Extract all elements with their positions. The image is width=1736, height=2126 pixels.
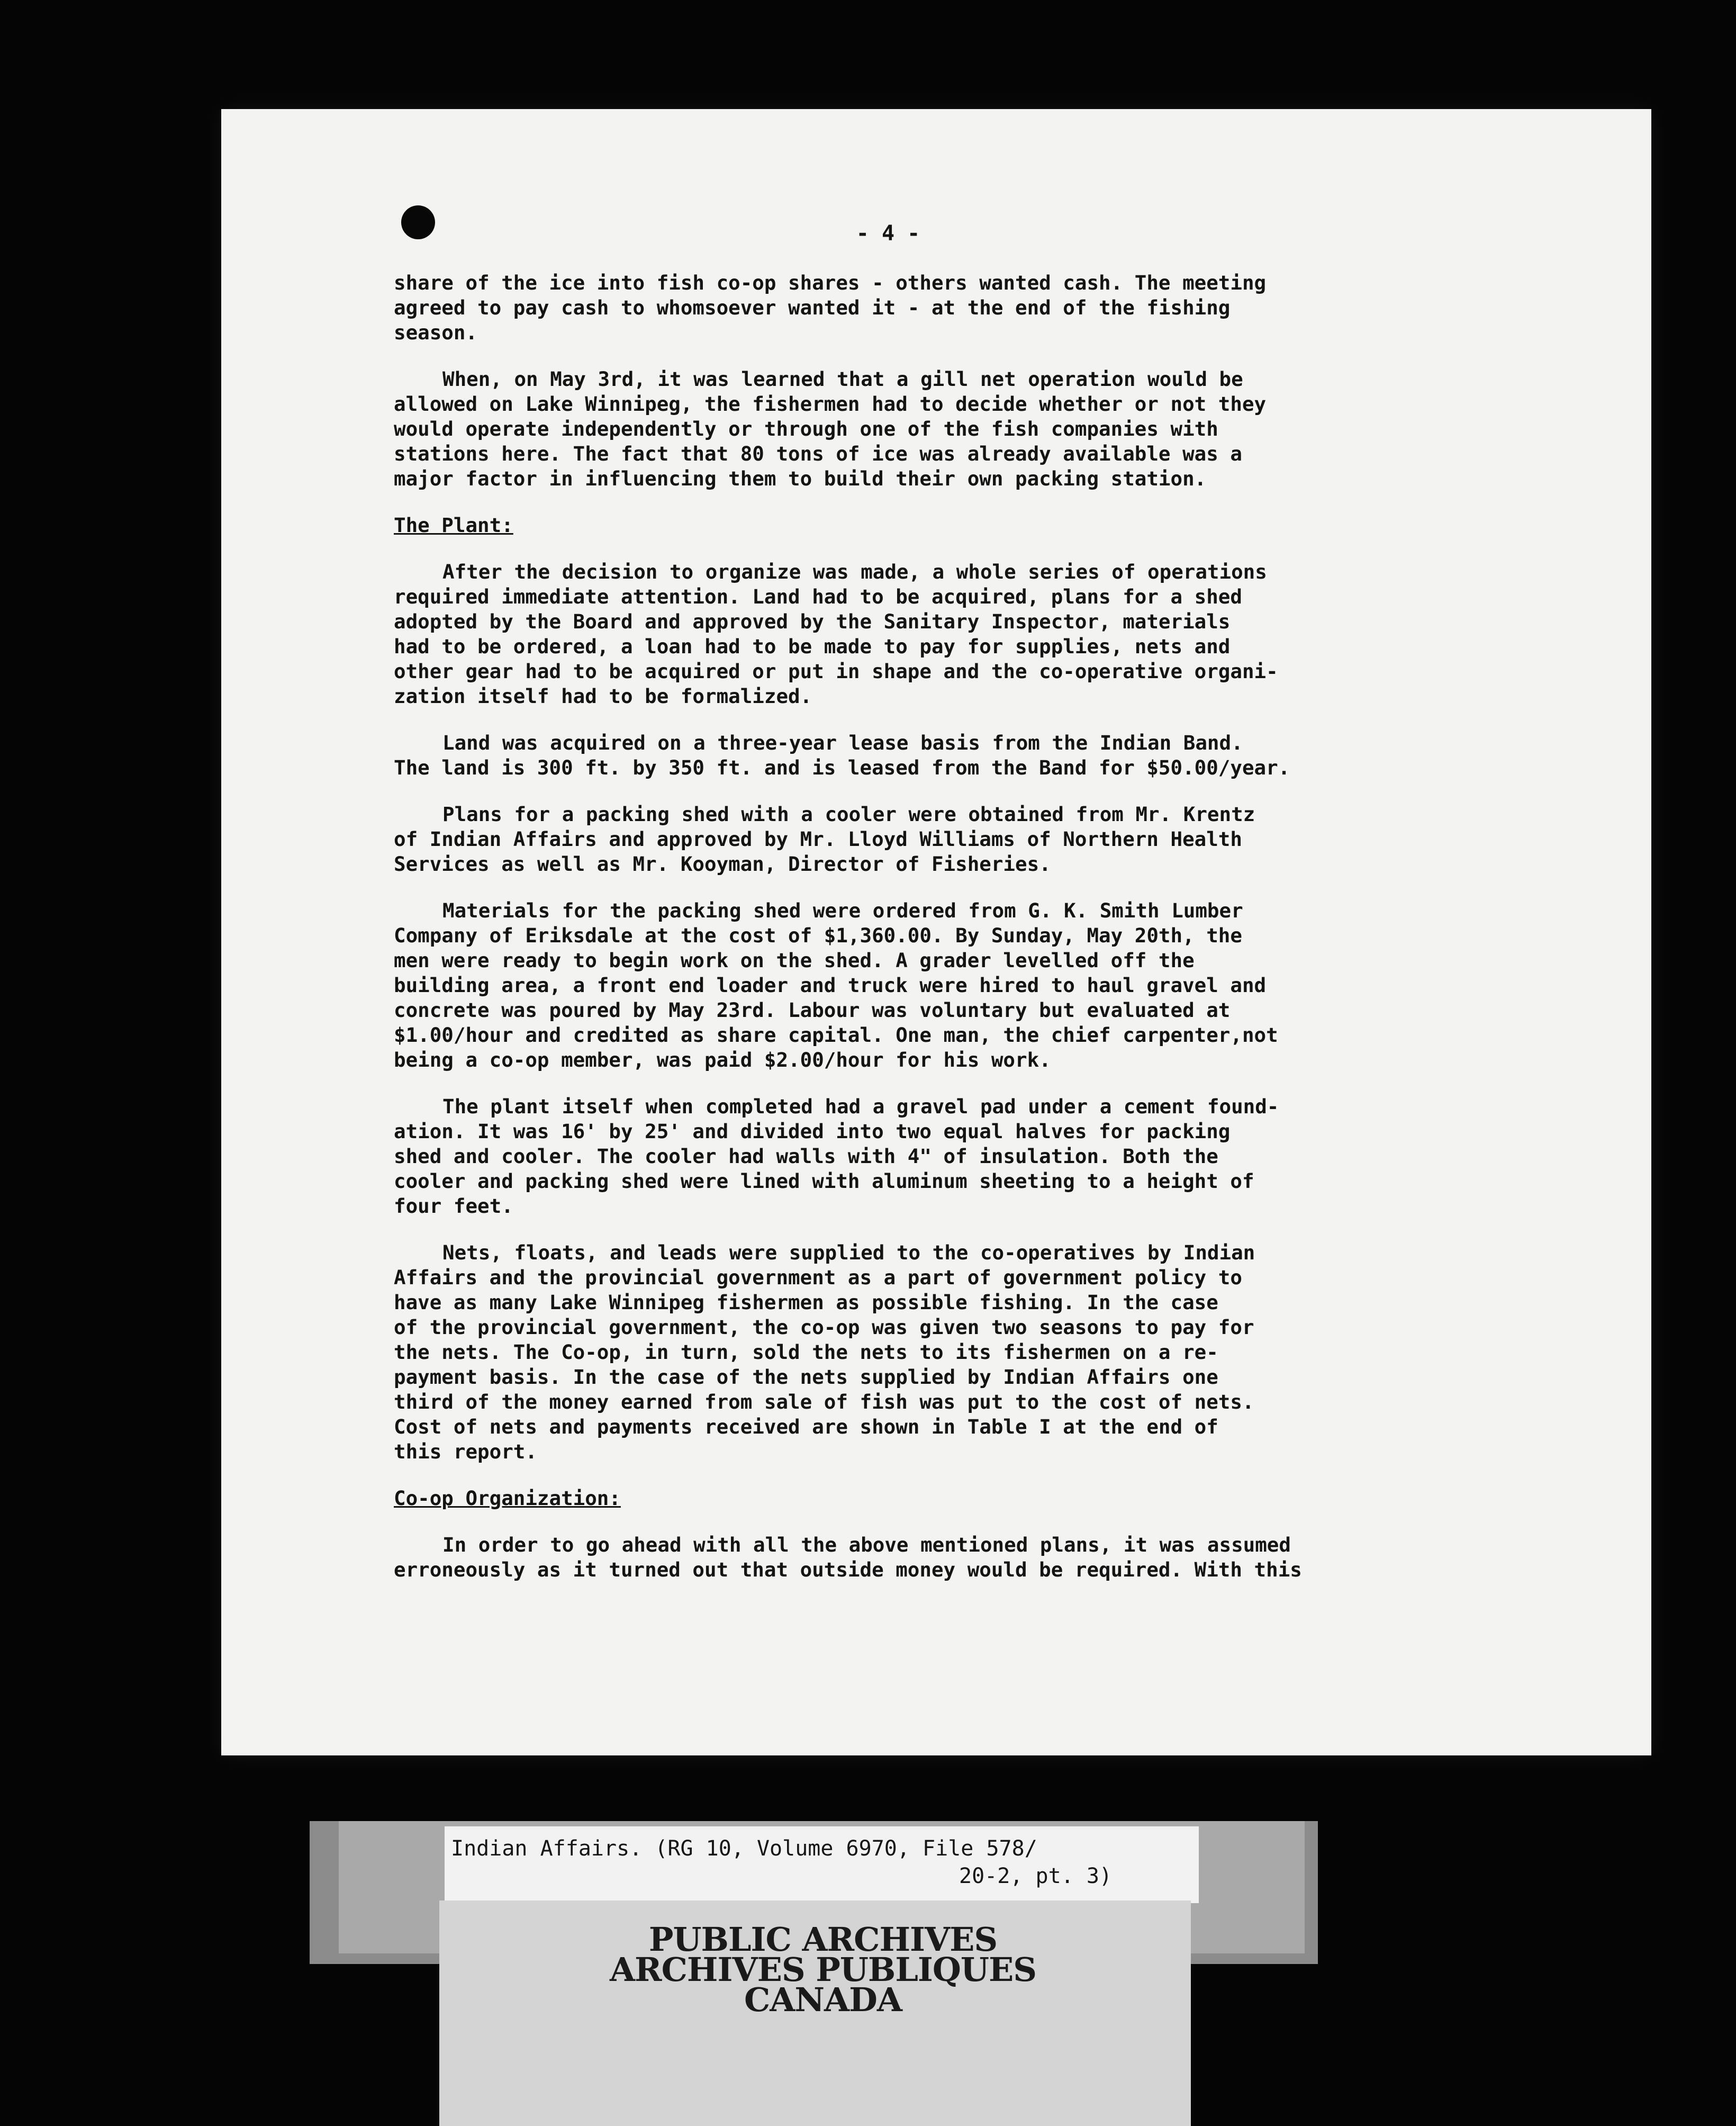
text-line: have as many Lake Winnipeg fishermen as possible fishing. In the case (394, 1291, 1218, 1314)
archive-stamp (529, 1920, 1117, 2019)
text-line: ation. It was 16' by 25' and divided into two equal halves for packing (394, 1120, 1231, 1143)
text-line: In order to go ahead with all the above mentioned plans, it was assumed (442, 1533, 1291, 1556)
text-line: third of the money earned from sale of fish was put to the cost of nets. (394, 1390, 1254, 1413)
text-line: erroneously as it turned out that outside money would be required. With this (394, 1558, 1302, 1581)
text-line: men were ready to begin work on the shed. A grader levelled off the (394, 949, 1195, 972)
text-line: After the decision to organize was made, a whole series of operations (442, 560, 1267, 583)
stamp-line: PUBLIC ARCHIVES (648, 1920, 998, 1959)
text-line: being a co-op member, was paid $2.00/hour for his work. (394, 1048, 1051, 1071)
paragraph (394, 731, 1590, 780)
text-line: Land was acquired on a three-year lease basis from the Indian Band. (442, 731, 1243, 754)
text-line: adopted by the Board and approved by the Sanitary Inspector, materials (394, 610, 1231, 633)
text-line: Nets, floats, and leads were supplied to the co-operatives by Indian (442, 1241, 1255, 1264)
text-line: building area, a front end loader and truck were hired to haul gravel and (394, 974, 1267, 997)
stamp-line: CANADA (744, 1980, 902, 2019)
text-line: shed and cooler. The cooler had walls with 4" of insulation. Both the (394, 1145, 1218, 1168)
text-line: major factor in influencing them to build their own packing station. (394, 467, 1207, 490)
text-line: other gear had to be acquired or put in shape and the co-operative organi- (394, 660, 1278, 683)
text-line: Materials for the packing shed were ordered from G. K. Smith Lumber (442, 899, 1243, 922)
paragraph (394, 560, 1590, 709)
text-line: Company of Eriksdale at the cost of $1,360.00. By Sunday, May 20th, the (394, 924, 1242, 947)
text-line: The land is 300 ft. by 350 ft. and is leased from the Band for $50.00/year. (394, 756, 1290, 779)
text-line: share of the ice into fish co-op shares - others wanted cash. The meeting (394, 271, 1267, 294)
paragraph (394, 367, 1590, 491)
paragraph (394, 1533, 1590, 1582)
text-line: Cost of nets and payments received are shown in Table I at the end of (394, 1415, 1218, 1438)
section-heading-co-op-organization: Co-op Organization: (394, 1487, 621, 1510)
stamp-line: ARCHIVES PUBLIQUES (609, 1950, 1037, 1989)
paragraph (394, 1240, 1590, 1464)
text-line: concrete was poured by May 23rd. Labour was voluntary but evaluated at (394, 998, 1231, 1022)
text-line: this report. (394, 1440, 537, 1463)
text-line: Affairs and the provincial government as a part of government policy to (394, 1266, 1242, 1289)
reference-line: 20-2, pt. 3) (959, 1864, 1112, 1888)
paragraph (394, 1094, 1590, 1219)
text-line: the nets. The Co-op, in turn, sold the nets to its fishermen on a re- (394, 1340, 1218, 1364)
section-heading-the-plant: The Plant: (394, 514, 513, 537)
text-line: season. (394, 321, 478, 344)
paragraph (394, 898, 1590, 1073)
text-line: required immediate attention. Land had to be acquired, plans for a shed (394, 585, 1242, 608)
punch-hole (401, 205, 435, 239)
text-line: agreed to pay cash to whomsoever wanted it - at the end of the fishing (394, 296, 1231, 319)
text-line: of the provincial government, the co-op was given two seasons to pay for (394, 1316, 1254, 1339)
page-number: - 4 - (856, 221, 920, 246)
text-line: stations here. The fact that 80 tons of ice was already available was a (394, 442, 1242, 465)
text-line: would operate independently or through one of the fish companies with (394, 417, 1218, 440)
paragraph (394, 802, 1590, 877)
text-line: Plans for a packing shed with a cooler were obtained from Mr. Krentz (442, 803, 1255, 826)
reference-line: Indian Affairs. (RG 10, Volume 6970, File 578/ (451, 1836, 1037, 1861)
text-line: allowed on Lake Winnipeg, the fishermen had to decide whether or not they (394, 392, 1267, 416)
text-line: of Indian Affairs and approved by Mr. Lloyd Williams of Northern Health (394, 827, 1242, 851)
text-line: had to be ordered, a loan had to be made to pay for supplies, nets and (394, 635, 1231, 658)
text-line: When, on May 3rd, it was learned that a gill net operation would be (442, 367, 1243, 391)
text-line: four feet. (394, 1194, 513, 1218)
text-line: Services as well as Mr. Kooyman, Director of Fisheries. (394, 852, 1051, 876)
text-line: $1.00/hour and credited as share capital. One man, the chief carpenter,not (394, 1023, 1278, 1047)
text-line: zation itself had to be formalized. (394, 684, 812, 708)
text-line: cooler and packing shed were lined with aluminum sheeting to a height of (394, 1169, 1254, 1193)
body-text (394, 271, 1590, 1604)
text-line: payment basis. In the case of the nets supplied by Indian Affairs one (394, 1365, 1218, 1389)
paragraph (394, 271, 1590, 345)
archive-reference (451, 1835, 1192, 1890)
document-page (221, 109, 1651, 1755)
text-line: The plant itself when completed had a gravel pad under a cement found- (442, 1095, 1279, 1118)
